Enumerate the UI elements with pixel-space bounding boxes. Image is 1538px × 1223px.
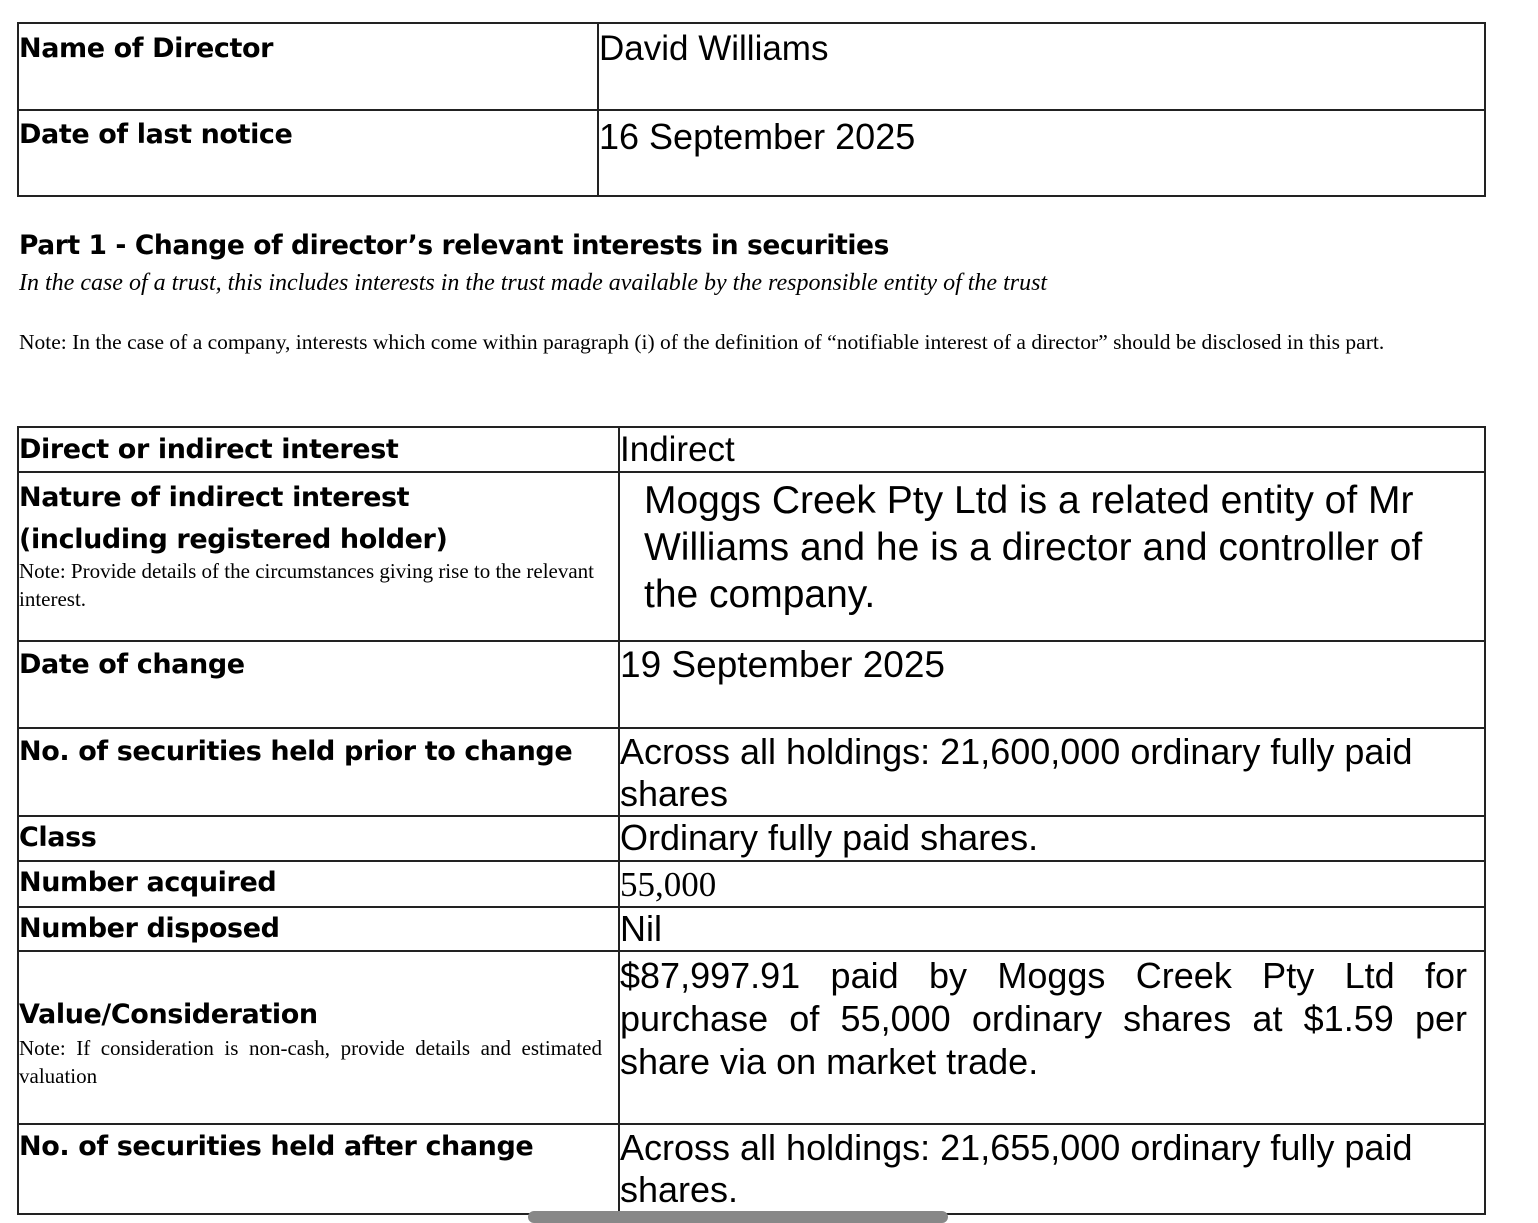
after-holdings-value: Across all holdings: 21,655,000 ordinary fully paid shares.	[619, 1124, 1485, 1214]
after-holdings-row	[18, 1124, 1485, 1214]
consideration-label: Value/Consideration	[19, 999, 318, 1030]
part1-heading: Part 1 - Change of director’s relevant interests in securities	[19, 230, 889, 261]
nature-note: Note: Provide details of the circumstances giving rise to the relevant interest.	[19, 559, 594, 611]
class-row	[18, 816, 1485, 861]
consideration-value: $87,997.91 paid by Moggs Creek Pty Ltd for purchase of 55,000 ordinary shares at $1.59 per share via on market trade.	[619, 951, 1485, 1124]
interest-change-table	[17, 426, 1486, 1215]
disposed-value: Nil	[619, 907, 1485, 951]
consideration-row	[18, 951, 1485, 1124]
consideration-label-cell	[18, 951, 619, 1124]
date-change-label: Date of change	[18, 641, 619, 728]
disposed-label: Number disposed	[18, 907, 619, 951]
date-change-value: 19 September 2025	[619, 641, 1485, 728]
interest-type-label: Direct or indirect interest	[18, 427, 619, 472]
prior-holdings-value: Across all holdings: 21,600,000 ordinary fully paid shares	[619, 728, 1485, 816]
horizontal-scrollbar[interactable]	[528, 1211, 948, 1223]
part1-subheading: In the case of a trust, this includes interests in the trust made available by the responsible entity of the trust	[19, 270, 1048, 296]
acquired-value: 55,000	[619, 861, 1485, 907]
date-change-row	[18, 641, 1485, 728]
nature-label: Nature of indirect interest	[19, 482, 410, 513]
last-notice-row	[18, 110, 1485, 196]
prior-holdings-row	[18, 728, 1485, 816]
last-notice-label: Date of last notice	[18, 110, 598, 196]
nature-label-2: (including registered holder)	[19, 524, 448, 555]
disposed-row	[18, 907, 1485, 951]
nature-value: Moggs Creek Pty Ltd is a related entity of Mr Williams and he is a director and controller of the company.	[619, 472, 1485, 641]
director-details-table	[17, 22, 1486, 197]
after-holdings-label: No. of securities held after change	[18, 1124, 619, 1214]
interest-type-row	[18, 427, 1485, 472]
acquired-label: Number acquired	[18, 861, 619, 907]
part1-note: Note: In the case of a company, interests which come within paragraph (i) of the definition of “notifiable interest of a director” should be disclosed in this part.	[19, 330, 1385, 354]
class-value: Ordinary fully paid shares.	[619, 816, 1485, 861]
name-label: Name of Director	[18, 23, 598, 110]
name-row	[18, 23, 1485, 110]
name-value: David Williams	[598, 23, 1485, 110]
nature-label-cell	[18, 472, 619, 641]
consideration-note: Note: If consideration is non-cash, provide details and estimated valuation	[19, 1036, 602, 1088]
acquired-row	[18, 861, 1485, 907]
last-notice-value: 16 September 2025	[598, 110, 1485, 196]
interest-type-value: Indirect	[619, 427, 1485, 472]
prior-holdings-label: No. of securities held prior to change	[18, 728, 619, 816]
class-label: Class	[18, 816, 619, 861]
nature-row	[18, 472, 1485, 641]
